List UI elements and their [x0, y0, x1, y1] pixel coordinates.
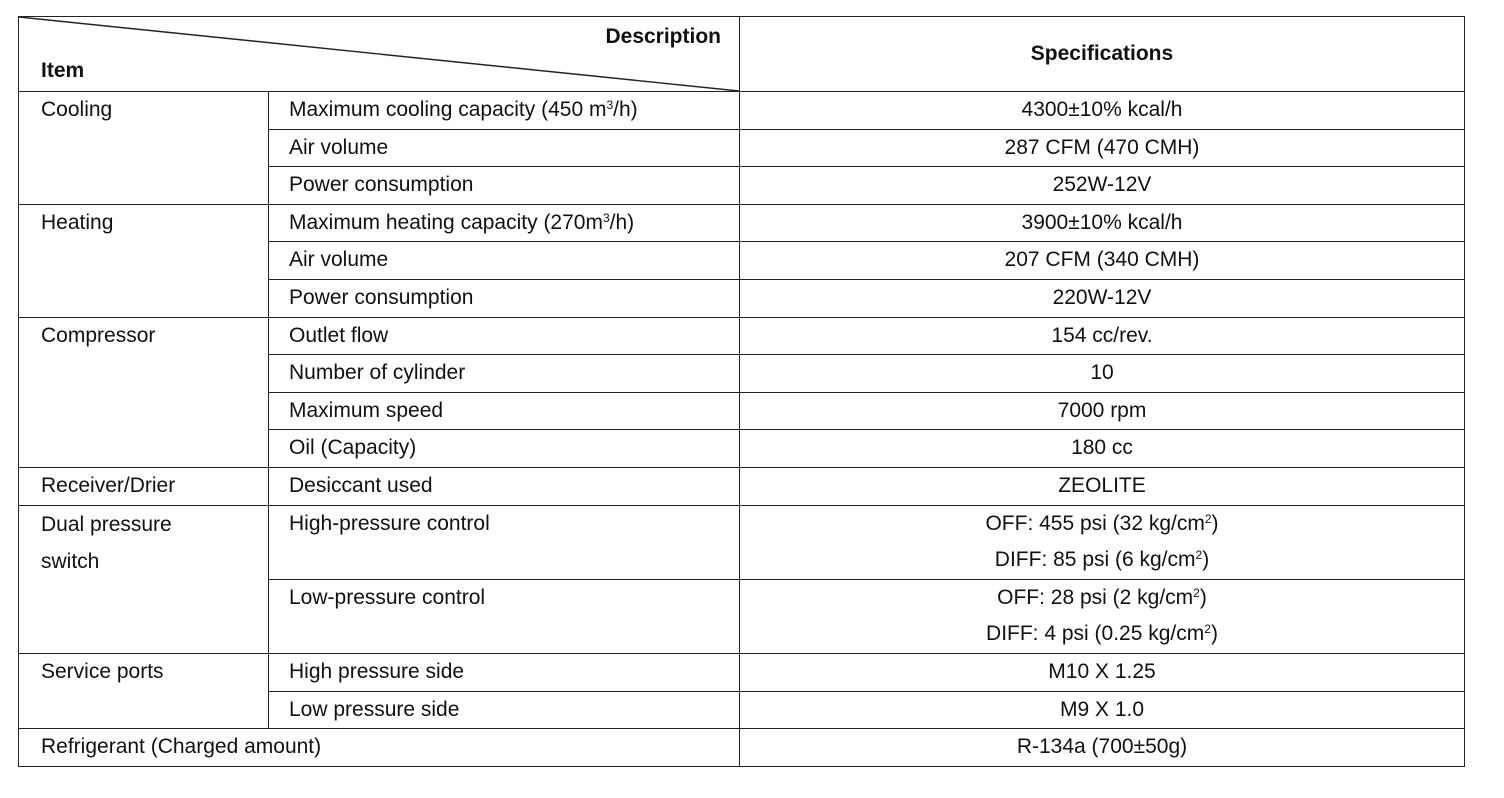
table-row: [19, 204, 1465, 242]
desc-cell: [269, 355, 740, 393]
item-compressor: Compressor: [41, 323, 156, 347]
spec-text: DIFF: 85 psi (6 kg/cm: [994, 548, 1196, 572]
superscript: 2: [1193, 585, 1200, 600]
spec-cell: [740, 279, 1465, 317]
table-row: [19, 653, 1465, 691]
item-line: switch: [41, 549, 100, 573]
spec-cell: [740, 204, 1465, 242]
item-service-ports: Service ports: [41, 659, 164, 683]
desc-outlet-flow: Outlet flow: [289, 323, 389, 347]
spec-max-speed: 7000 rpm: [1057, 398, 1147, 422]
spec-high-off: [740, 506, 1464, 543]
spec-refrigerant: R-134a (700±50g): [1016, 735, 1188, 759]
spec-cell: [740, 317, 1465, 355]
spec-cooling-air: 287 CFM (470 CMH): [1004, 135, 1200, 159]
spec-cell: [740, 129, 1465, 167]
desc-text: Maximum cooling capacity (450 m: [289, 98, 607, 121]
item-refrigerant: Refrigerant (Charged amount): [41, 735, 322, 759]
desc-cooling-air: Air volume: [289, 135, 389, 159]
desc-cell: [269, 204, 740, 242]
item-cell: [19, 317, 269, 467]
spec-cell: [740, 653, 1465, 691]
desc-cell: [269, 279, 740, 317]
spec-oil: 180 cc: [1071, 436, 1133, 460]
table-row: [19, 729, 1465, 767]
desc-cell: [269, 653, 740, 691]
spec-heating-air: 207 CFM (340 CMH): [1004, 248, 1200, 272]
desc-desiccant: Desiccant used: [289, 473, 433, 497]
item-cell: [19, 204, 269, 317]
spec-cell: [740, 167, 1465, 205]
spec-cell: [740, 92, 1465, 130]
spec-text: OFF: 28 psi (2 kg/cm: [997, 585, 1194, 609]
desc-cylinders: Number of cylinder: [289, 361, 466, 385]
spec-cooling-capacity: 4300±10% kcal/h: [1021, 98, 1183, 121]
desc-low-pressure-control: Low-pressure control: [289, 585, 486, 609]
paren: ): [1210, 622, 1218, 646]
desc-cell: [269, 392, 740, 430]
spec-cell: [740, 242, 1465, 280]
desc-high-pressure-control: High-pressure control: [289, 511, 490, 535]
item-dual-pressure: [19, 506, 268, 580]
desc-cell: [269, 317, 740, 355]
header-specifications: Specifications: [740, 17, 1465, 92]
desc-cell: [269, 430, 740, 468]
superscript: 2: [1204, 511, 1212, 526]
item-cell: [19, 92, 269, 205]
item-cell: [19, 729, 740, 767]
spec-cell: [740, 579, 1465, 653]
desc-heating-power: Power consumption: [289, 285, 474, 309]
spec-cooling-power: 252W-12V: [1052, 173, 1152, 197]
item-cell: [19, 505, 269, 653]
spec-cell: [740, 467, 1465, 505]
spec-low-side: M9 X 1.0: [1059, 697, 1145, 721]
spec-heating-power: 220W-12V: [1052, 285, 1152, 309]
spec-outlet-flow: 154 cc/rev.: [1051, 323, 1153, 347]
spec-high-diff: [740, 542, 1464, 579]
desc-cell: [269, 467, 740, 505]
spec-cylinders: 10: [1090, 361, 1114, 385]
desc-max-speed: Maximum speed: [289, 398, 444, 422]
desc-text: Maximum heating capacity (270m: [289, 210, 603, 234]
superscript: 3: [602, 210, 610, 225]
item-cell: [19, 467, 269, 505]
table-row: [19, 467, 1465, 505]
paren: ): [1211, 511, 1219, 535]
desc-text-tail: /h): [609, 210, 635, 234]
spec-low-off: [740, 580, 1464, 617]
spec-high-side: M10 X 1.25: [1048, 659, 1156, 683]
spec-cell: [740, 355, 1465, 393]
superscript: 3: [606, 98, 614, 112]
paren: ): [1199, 585, 1207, 609]
item-receiver: Receiver/Drier: [41, 473, 176, 497]
header-description: Description: [605, 25, 721, 48]
header-item: Item: [41, 59, 85, 82]
desc-cell: [269, 579, 740, 653]
desc-low-side: Low pressure side: [289, 697, 460, 721]
desc-cell: [269, 129, 740, 167]
desc-cell: [269, 505, 740, 579]
header-row: [19, 17, 1465, 92]
spec-cell: [740, 729, 1465, 767]
desc-cell: [269, 691, 740, 729]
specifications-table: [18, 16, 1465, 767]
header-diagonal-cell: [19, 17, 740, 92]
spec-heating-capacity: 3900±10% kcal/h: [1021, 210, 1183, 234]
desc-cell: [269, 92, 740, 130]
desc-cooling-power: Power consumption: [289, 173, 474, 197]
item-cell: [19, 653, 269, 728]
desc-heating-capacity: [269, 205, 739, 242]
superscript: 2: [1195, 548, 1203, 563]
desc-cell: [269, 242, 740, 280]
desc-high-side: High pressure side: [289, 659, 465, 683]
spec-cell: [740, 505, 1465, 579]
table-row: [19, 92, 1465, 130]
desc-cooling-capacity: [269, 92, 739, 129]
table-row: [19, 317, 1465, 355]
item-line: Dual pressure: [41, 512, 172, 536]
desc-cell: [269, 167, 740, 205]
spec-desiccant: ZEOLITE: [1058, 473, 1146, 497]
item-cooling: Cooling: [41, 98, 113, 121]
paren: ): [1202, 548, 1210, 572]
spec-cell: [740, 392, 1465, 430]
spec-cell: [740, 430, 1465, 468]
item-heating: Heating: [41, 210, 114, 234]
desc-oil: Oil (Capacity): [289, 436, 417, 460]
spec-text: OFF: 455 psi (32 kg/cm: [985, 511, 1205, 535]
table-row: [19, 505, 1465, 579]
spec-cell: [740, 691, 1465, 729]
desc-heating-air: Air volume: [289, 248, 389, 272]
superscript: 2: [1204, 622, 1211, 637]
spec-text: DIFF: 4 psi (0.25 kg/cm: [986, 622, 1205, 646]
spec-low-diff: [740, 616, 1464, 653]
desc-text-tail: /h): [613, 98, 638, 121]
